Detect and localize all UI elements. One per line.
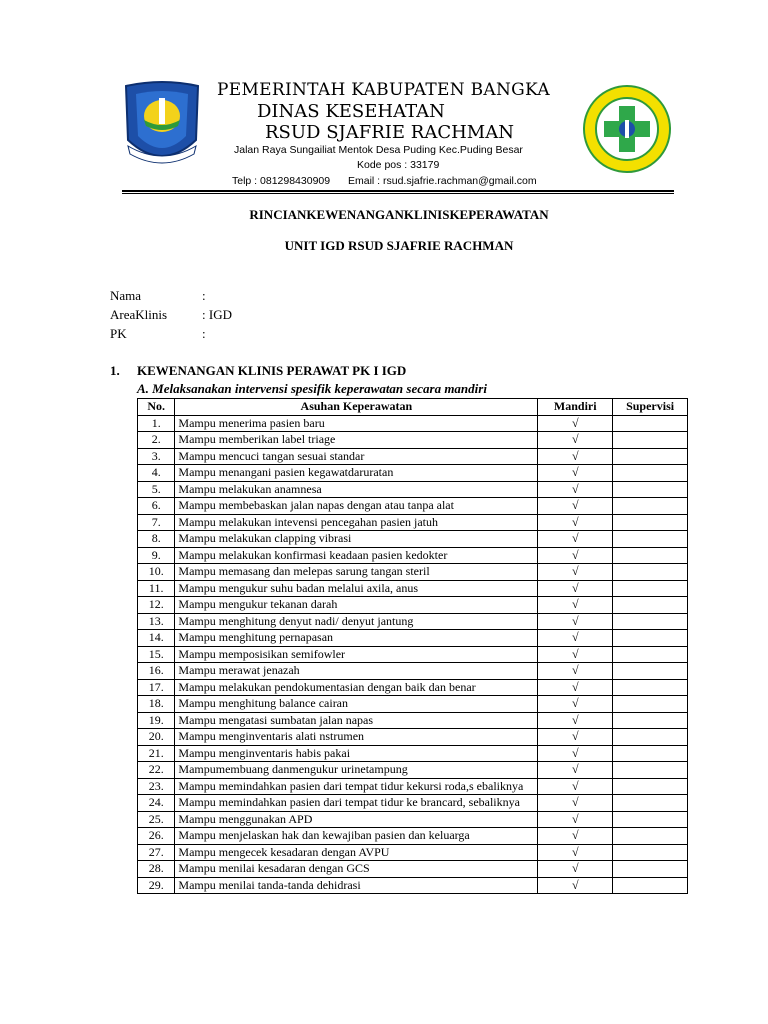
- row-number: 2.: [138, 432, 175, 449]
- competency-table: [137, 398, 688, 894]
- table-row: [138, 564, 688, 581]
- table-row: [138, 432, 688, 449]
- row-task: Mampu melakukan intevensi pencegahan pasien jatuh: [175, 514, 538, 531]
- row-number: 26.: [138, 828, 175, 845]
- supervisi-cell: [613, 448, 688, 465]
- document-title: RINCIANKEWENANGANKLINISKEPERAWATAN: [249, 207, 549, 222]
- row-number: 29.: [138, 877, 175, 894]
- mandiri-check: √: [538, 448, 613, 465]
- supervisi-cell: [613, 663, 688, 680]
- row-task: Mampumembuang danmengukur urinetampung: [175, 762, 538, 779]
- row-task: Mampu membebaskan jalan napas dengan atau tanpa alat: [175, 498, 538, 515]
- field-label-pk: PK: [110, 326, 127, 341]
- row-number: 11.: [138, 580, 175, 597]
- mandiri-check: √: [538, 531, 613, 548]
- row-task: Mampu menilai kesadaran dengan GCS: [175, 861, 538, 878]
- mandiri-check: √: [538, 580, 613, 597]
- table-row: [138, 547, 688, 564]
- mandiri-check: √: [538, 547, 613, 564]
- row-task: Mampu menghitung pernapasan: [175, 630, 538, 647]
- mandiri-check: √: [538, 465, 613, 482]
- table-row: [138, 465, 688, 482]
- mandiri-check: √: [538, 811, 613, 828]
- table-row: [138, 531, 688, 548]
- row-number: 23.: [138, 778, 175, 795]
- row-number: 20.: [138, 729, 175, 746]
- row-number: 27.: [138, 844, 175, 861]
- table-row: [138, 696, 688, 713]
- field-label-nama: Nama: [110, 288, 142, 303]
- letterhead-phone: Telp : 081298430909: [232, 175, 331, 187]
- row-task: Mampu memberikan label triage: [175, 432, 538, 449]
- row-task: Mampu menginventaris habis pakai: [175, 745, 538, 762]
- table-row: [138, 729, 688, 746]
- supervisi-cell: [613, 729, 688, 746]
- field-label-area-klinis: AreaKlinis: [110, 307, 168, 322]
- mandiri-check: √: [538, 415, 613, 432]
- document-subtitle: UNIT IGD RSUD SJAFRIE RACHMAN: [284, 238, 514, 253]
- table-row: [138, 778, 688, 795]
- mandiri-check: √: [538, 729, 613, 746]
- row-number: 15.: [138, 646, 175, 663]
- mandiri-check: √: [538, 762, 613, 779]
- supervisi-cell: [613, 795, 688, 812]
- mandiri-check: √: [538, 679, 613, 696]
- supervisi-cell: [613, 696, 688, 713]
- supervisi-cell: [613, 844, 688, 861]
- table-row: [138, 663, 688, 680]
- row-number: 19.: [138, 712, 175, 729]
- supervisi-cell: [613, 514, 688, 531]
- table-row: [138, 514, 688, 531]
- supervisi-cell: [613, 481, 688, 498]
- supervisi-cell: [613, 861, 688, 878]
- row-task: Mampu melakukan clapping vibrasi: [175, 531, 538, 548]
- row-number: 3.: [138, 448, 175, 465]
- table-row: [138, 630, 688, 647]
- row-task: Mampu menghitung denyut nadi/ denyut jantung: [175, 613, 538, 630]
- header-no: No.: [138, 399, 175, 416]
- mandiri-check: √: [538, 597, 613, 614]
- row-number: 25.: [138, 811, 175, 828]
- row-number: 9.: [138, 547, 175, 564]
- supervisi-cell: [613, 745, 688, 762]
- table-row: [138, 580, 688, 597]
- supervisi-cell: [613, 498, 688, 515]
- mandiri-check: √: [538, 613, 613, 630]
- row-task: Mampu mengecek kesadaran dengan AVPU: [175, 844, 538, 861]
- row-task: Mampu merawat jenazah: [175, 663, 538, 680]
- section-title: KEWENANGAN KLINIS PERAWAT PK I IGD: [137, 363, 407, 378]
- table-row: [138, 861, 688, 878]
- kabupaten-bangka-logo: [122, 80, 202, 170]
- row-task: Mampu menginventaris alati nstrumen: [175, 729, 538, 746]
- mandiri-check: √: [538, 745, 613, 762]
- rsud-sjafrie-rachman-logo: [582, 84, 672, 174]
- table-row: [138, 828, 688, 845]
- row-number: 17.: [138, 679, 175, 696]
- mandiri-check: √: [538, 663, 613, 680]
- table-row: [138, 597, 688, 614]
- row-number: 18.: [138, 696, 175, 713]
- mandiri-check: √: [538, 564, 613, 581]
- supervisi-cell: [613, 877, 688, 894]
- header-mandiri: Mandiri: [538, 399, 613, 416]
- header-asuhan: Asuhan Keperawatan: [175, 399, 538, 416]
- row-number: 1.: [138, 415, 175, 432]
- supervisi-cell: [613, 415, 688, 432]
- letterhead-rule: [122, 190, 674, 192]
- supervisi-cell: [613, 432, 688, 449]
- supervisi-cell: [613, 630, 688, 647]
- mandiri-check: √: [538, 877, 613, 894]
- row-number: 16.: [138, 663, 175, 680]
- field-value-pk: :: [202, 326, 206, 341]
- supervisi-cell: [613, 564, 688, 581]
- row-task: Mampu mencuci tangan sesuai standar: [175, 448, 538, 465]
- letterhead-rule-thin: [122, 193, 674, 194]
- table-row: [138, 448, 688, 465]
- row-task: Mampu mengukur tekanan darah: [175, 597, 538, 614]
- mandiri-check: √: [538, 498, 613, 515]
- table-row: [138, 745, 688, 762]
- table-row: [138, 646, 688, 663]
- supervisi-cell: [613, 712, 688, 729]
- table-row: [138, 811, 688, 828]
- row-task: Mampu melakukan konfirmasi keadaan pasien kedokter: [175, 547, 538, 564]
- row-number: 22.: [138, 762, 175, 779]
- row-task: Mampu memposisikan semifowler: [175, 646, 538, 663]
- row-number: 13.: [138, 613, 175, 630]
- row-number: 6.: [138, 498, 175, 515]
- table-body: [138, 415, 688, 894]
- table-row: [138, 762, 688, 779]
- supervisi-cell: [613, 778, 688, 795]
- row-number: 14.: [138, 630, 175, 647]
- letterhead-address: Jalan Raya Sungailiat Mentok Desa Puding Kec.Puding Besar: [234, 144, 523, 156]
- mandiri-check: √: [538, 844, 613, 861]
- row-number: 4.: [138, 465, 175, 482]
- supervisi-cell: [613, 547, 688, 564]
- mandiri-check: √: [538, 514, 613, 531]
- row-task: Mampu melakukan anamnesa: [175, 481, 538, 498]
- row-task: Mampu menghitung balance cairan: [175, 696, 538, 713]
- row-number: 24.: [138, 795, 175, 812]
- table-row: [138, 613, 688, 630]
- row-number: 28.: [138, 861, 175, 878]
- table-header-row: [138, 399, 688, 416]
- supervisi-cell: [613, 646, 688, 663]
- section-number: 1.: [110, 363, 120, 378]
- field-value-area-klinis: : IGD: [202, 307, 232, 322]
- table-row: [138, 415, 688, 432]
- row-task: Mampu mengukur suhu badan melalui axila, anus: [175, 580, 538, 597]
- table-row: [138, 844, 688, 861]
- row-task: Mampu menggunakan APD: [175, 811, 538, 828]
- supervisi-cell: [613, 613, 688, 630]
- row-task: Mampu menilai tanda-tanda dehidrasi: [175, 877, 538, 894]
- mandiri-check: √: [538, 795, 613, 812]
- row-task: Mampu menangani pasien kegawatdaruratan: [175, 465, 538, 482]
- supervisi-cell: [613, 828, 688, 845]
- subsection-title: A. Melaksanakan intervensi spesifik keperawatan secara mandiri: [137, 381, 487, 396]
- row-number: 8.: [138, 531, 175, 548]
- mandiri-check: √: [538, 481, 613, 498]
- table-row: [138, 679, 688, 696]
- row-task: Mampu memindahkan pasien dari tempat tidur kekursi roda,s ebaliknya: [175, 778, 538, 795]
- row-task: Mampu memasang dan melepas sarung tangan steril: [175, 564, 538, 581]
- row-number: 7.: [138, 514, 175, 531]
- mandiri-check: √: [538, 712, 613, 729]
- letterhead-postal: Kode pos : 33179: [357, 159, 440, 171]
- table-row: [138, 712, 688, 729]
- mandiri-check: √: [538, 828, 613, 845]
- row-task: Mampu menjelaskan hak dan kewajiban pasien dan keluarga: [175, 828, 538, 845]
- supervisi-cell: [613, 597, 688, 614]
- table-row: [138, 877, 688, 894]
- letterhead-line3: RSUD SJAFRIE RACHMAN: [265, 122, 514, 143]
- supervisi-cell: [613, 679, 688, 696]
- letterhead-line2: DINAS KESEHATAN: [257, 101, 445, 122]
- supervisi-cell: [613, 465, 688, 482]
- table-row: [138, 795, 688, 812]
- field-value-nama: :: [202, 288, 206, 303]
- row-number: 21.: [138, 745, 175, 762]
- mandiri-check: √: [538, 630, 613, 647]
- mandiri-check: √: [538, 778, 613, 795]
- letterhead-email: Email : rsud.sjafrie.rachman@gmail.com: [348, 175, 537, 187]
- mandiri-check: √: [538, 432, 613, 449]
- row-task: Mampu memindahkan pasien dari tempat tidur ke brancard, sebaliknya: [175, 795, 538, 812]
- row-number: 12.: [138, 597, 175, 614]
- letterhead-line1: PEMERINTAH KABUPATEN BANGKA: [217, 80, 550, 100]
- row-task: Mampu melakukan pendokumentasian dengan baik dan benar: [175, 679, 538, 696]
- supervisi-cell: [613, 762, 688, 779]
- row-number: 10.: [138, 564, 175, 581]
- row-task: Mampu mengatasi sumbatan jalan napas: [175, 712, 538, 729]
- table-row: [138, 498, 688, 515]
- mandiri-check: √: [538, 861, 613, 878]
- supervisi-cell: [613, 580, 688, 597]
- supervisi-cell: [613, 531, 688, 548]
- row-task: Mampu menerima pasien baru: [175, 415, 538, 432]
- table-row: [138, 481, 688, 498]
- mandiri-check: √: [538, 646, 613, 663]
- supervisi-cell: [613, 811, 688, 828]
- header-supervisi: Supervisi: [613, 399, 688, 416]
- row-number: 5.: [138, 481, 175, 498]
- mandiri-check: √: [538, 696, 613, 713]
